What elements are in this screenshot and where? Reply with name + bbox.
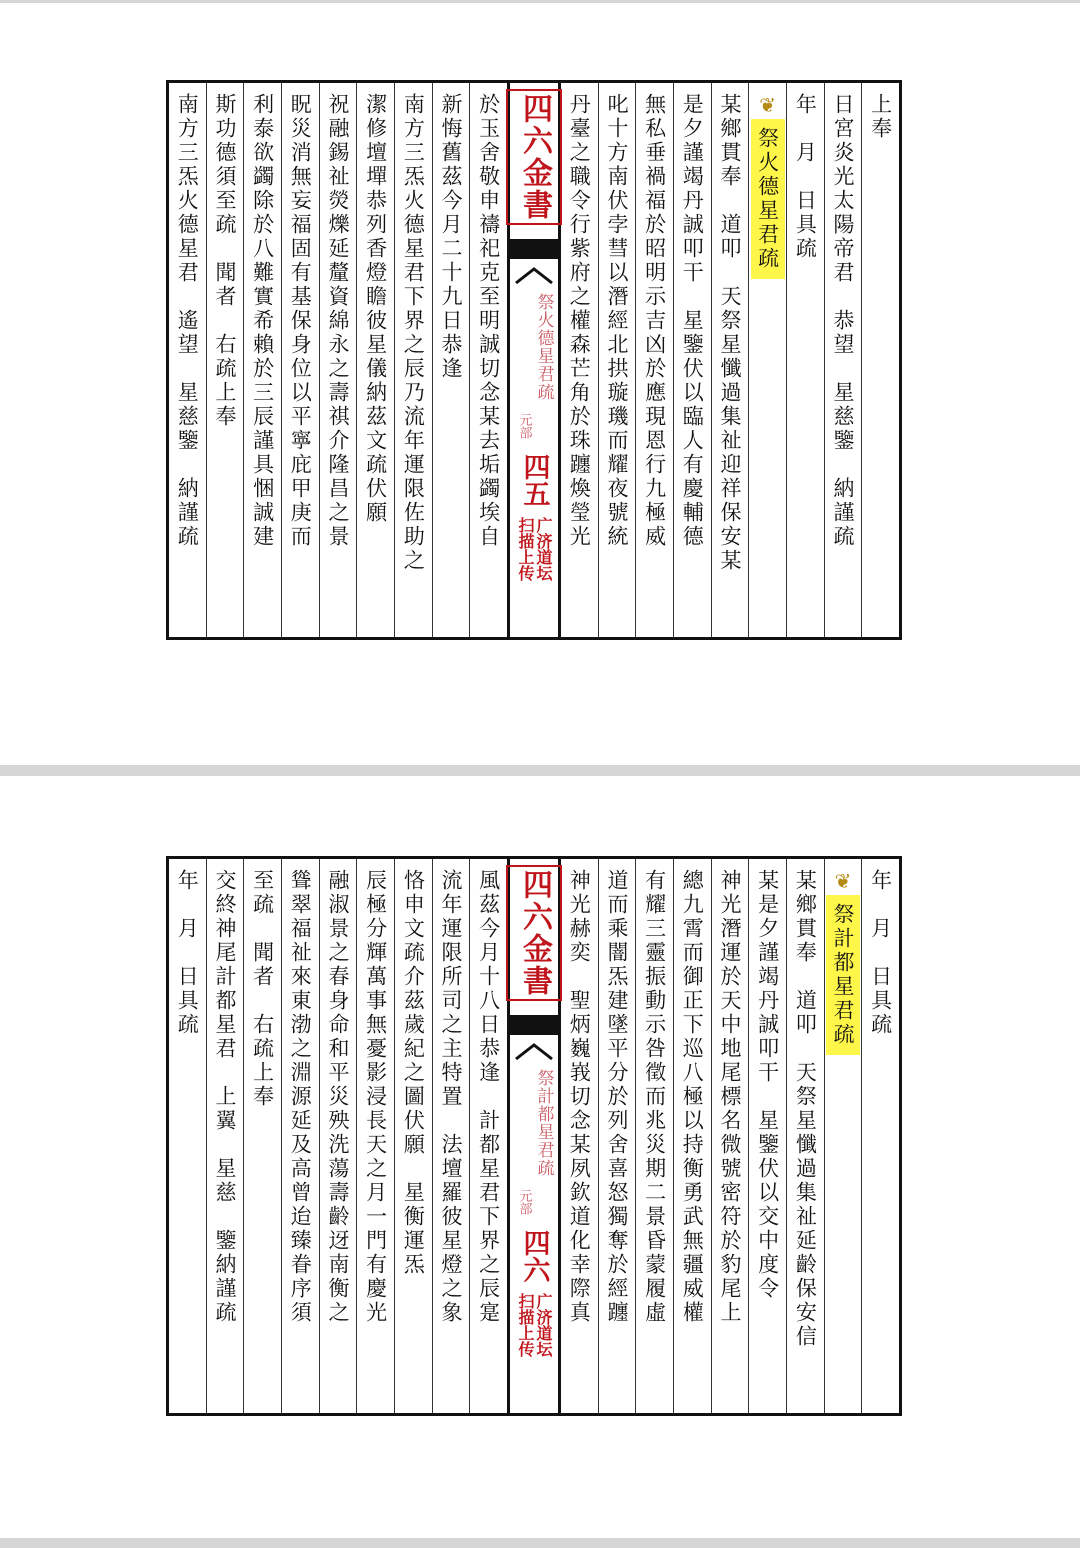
column-text: 祝融錫祉熒爍延釐資綿永之壽祺介隆昌之景: [325, 93, 350, 549]
text-column: [169, 83, 206, 637]
text-column: [394, 859, 432, 1413]
column-text: 叱十方南伏孛彗以潛經北拱璇璣而耀夜號統: [604, 93, 629, 549]
black-band: [510, 239, 558, 259]
text-column: [861, 859, 899, 1413]
column-text: 斯功德須至疏 聞者 右疏上奉: [212, 93, 237, 429]
text-column: [635, 83, 673, 637]
text-column: [469, 83, 507, 637]
chevron-up-icon: [514, 265, 554, 285]
column-text: 是夕謹竭丹誠叩干 星鑒伏以臨人有慶輔德: [680, 93, 705, 549]
text-column: [598, 859, 636, 1413]
right-half: [561, 83, 899, 637]
left-half: [169, 83, 507, 637]
page-number: 四五: [518, 453, 550, 507]
column-text: 有耀三靈振動示咎徵而兆災期二景昏蒙履虛: [642, 869, 667, 1325]
text-column: [824, 83, 862, 637]
scripture-page-2: [166, 856, 902, 1416]
column-text: 南方三炁火德星君下界之辰乃流年運限佐助之: [401, 93, 426, 573]
text-column: [432, 859, 470, 1413]
column-text: 南方三炁火德星君 遙望 星慈鑒 納謹疏: [175, 93, 200, 549]
section-title: 祭計都星君疏: [826, 895, 860, 1055]
column-text: 神光赫奕 聖炳巍峩切念某夙欽道化幸際真: [567, 869, 592, 1325]
text-column: [169, 859, 206, 1413]
section-label: 元部: [516, 413, 532, 439]
column-text: 聳翠福祉來東渤之淵源延及高曾迨臻眷序須: [288, 869, 313, 1325]
book-title: 四六金書: [506, 865, 562, 1001]
text-column: [281, 859, 319, 1413]
top-separator: [0, 0, 1080, 3]
column-text: 風茲今月十八日恭逢 計都星君下界之辰寔: [476, 869, 501, 1325]
section-label: 元部: [516, 1189, 532, 1215]
center-gutter: [507, 859, 561, 1413]
text-column: [861, 83, 899, 637]
column-text: 交終神尾計都星君 上翼 星慈 鑒納謹疏: [212, 869, 237, 1325]
column-text: 年 月 日具疏: [793, 93, 818, 261]
text-column: [711, 859, 749, 1413]
bottom-separator: [0, 1538, 1080, 1548]
section-title-column: [748, 83, 786, 637]
column-text: 潔修壇墠恭列香燈瞻彼星儀納茲文疏伏願: [363, 93, 388, 525]
text-column: [356, 859, 394, 1413]
upload-watermark: [516, 517, 552, 581]
center-gutter: [507, 83, 561, 637]
text-column: [635, 859, 673, 1413]
text-column: [469, 859, 507, 1413]
text-column: [748, 859, 786, 1413]
column-text: 流年運限所司之主特置 法壇羅彼星燈之象: [438, 869, 463, 1325]
chapter-title: 祭計都星君疏: [533, 1069, 554, 1177]
text-column: [673, 83, 711, 637]
watermark-line: 扫描上传: [516, 1293, 535, 1357]
column-text: 日宮炎光太陽帝君 恭望 星慈鑒 納謹疏: [830, 93, 855, 549]
middle-separator: [0, 765, 1080, 776]
text-column: [673, 859, 711, 1413]
column-text: 利泰欲蠲除於八難實希賴於三辰謹具悃誠建: [250, 93, 275, 549]
column-text: 無私垂禍福於昭明示吉凶於應現恩行九極威: [642, 93, 667, 549]
watermark-line: 广济道坛: [534, 517, 553, 581]
text-column: [394, 83, 432, 637]
column-text: 恪申文疏介茲歲紀之圖伏願 星衡運炁: [401, 869, 426, 1277]
column-text: 某鄉貫奉 道叩 天祭星懺過集祉迎祥保安某: [717, 93, 742, 573]
text-column: [206, 859, 244, 1413]
dragon-ornament-icon: ❦: [834, 869, 852, 893]
column-text: 新悔舊茲今月二十九日恭逢: [438, 93, 463, 381]
watermark-line: 广济道坛: [534, 1293, 553, 1357]
section-title: 祭火德星君疏: [751, 119, 785, 279]
column-text: 道而乘闇炁建墜平分於列舍喜怒獨奪於經躔: [604, 869, 629, 1325]
text-column: [432, 83, 470, 637]
column-text: 某鄉貫奉 道叩 天祭星懺過集祉延齡保安信: [793, 869, 818, 1349]
column-text: 融淑景之春身命和平災殃洗蕩壽齡迓南衡之: [325, 869, 350, 1325]
scripture-page-1: [166, 80, 902, 640]
column-text: 年 月 日具疏: [175, 869, 200, 1037]
section-title-column: [824, 859, 862, 1413]
text-column: [561, 859, 598, 1413]
text-column: [598, 83, 636, 637]
column-text: 至疏 聞者 右疏上奉: [250, 869, 275, 1109]
gutter-title-block: [515, 293, 554, 439]
gutter-title-block: [515, 1069, 554, 1215]
book-title: 四六金書: [506, 89, 562, 225]
column-text: 丹臺之職令行紫府之權森芒角於珠躔煥瑩光: [567, 93, 592, 549]
text-column: [243, 83, 281, 637]
text-column: [711, 83, 749, 637]
text-column: [319, 859, 357, 1413]
column-text: 上奉: [868, 93, 893, 141]
column-text: 年 月 日具疏: [868, 869, 893, 1037]
text-column: [319, 83, 357, 637]
black-band: [510, 1015, 558, 1035]
chevron-up-icon: [514, 1041, 554, 1061]
text-column: [786, 83, 824, 637]
text-column: [281, 83, 319, 637]
column-text: 某是夕謹竭丹誠叩干 星鑒伏以交中度令: [755, 869, 780, 1301]
text-column: [206, 83, 244, 637]
text-column: [561, 83, 598, 637]
text-column: [356, 83, 394, 637]
right-half: [561, 859, 899, 1413]
dragon-ornament-icon: ❦: [759, 93, 777, 117]
column-text: 總九霄而御正下巡八極以持衡勇武無疆威權: [680, 869, 705, 1325]
left-half: [169, 859, 507, 1413]
watermark-line: 扫描上传: [516, 517, 535, 581]
chapter-title: 祭火德星君疏: [533, 293, 554, 401]
text-column: [786, 859, 824, 1413]
column-text: 於玉舍敬申禱祀克至明誠切念某去垢蠲埃自: [476, 93, 501, 549]
column-text: 神光潛運於天中地尾標名微號密符於豹尾上: [717, 869, 742, 1325]
text-column: [243, 859, 281, 1413]
upload-watermark: [516, 1293, 552, 1357]
page-number: 四六: [518, 1229, 550, 1283]
column-text: 辰極分輝萬事無憂影浸長天之月一門有慶光: [363, 869, 388, 1325]
column-text: 眖災消無妄福固有基保身位以平寧庇甲庚而: [288, 93, 313, 549]
